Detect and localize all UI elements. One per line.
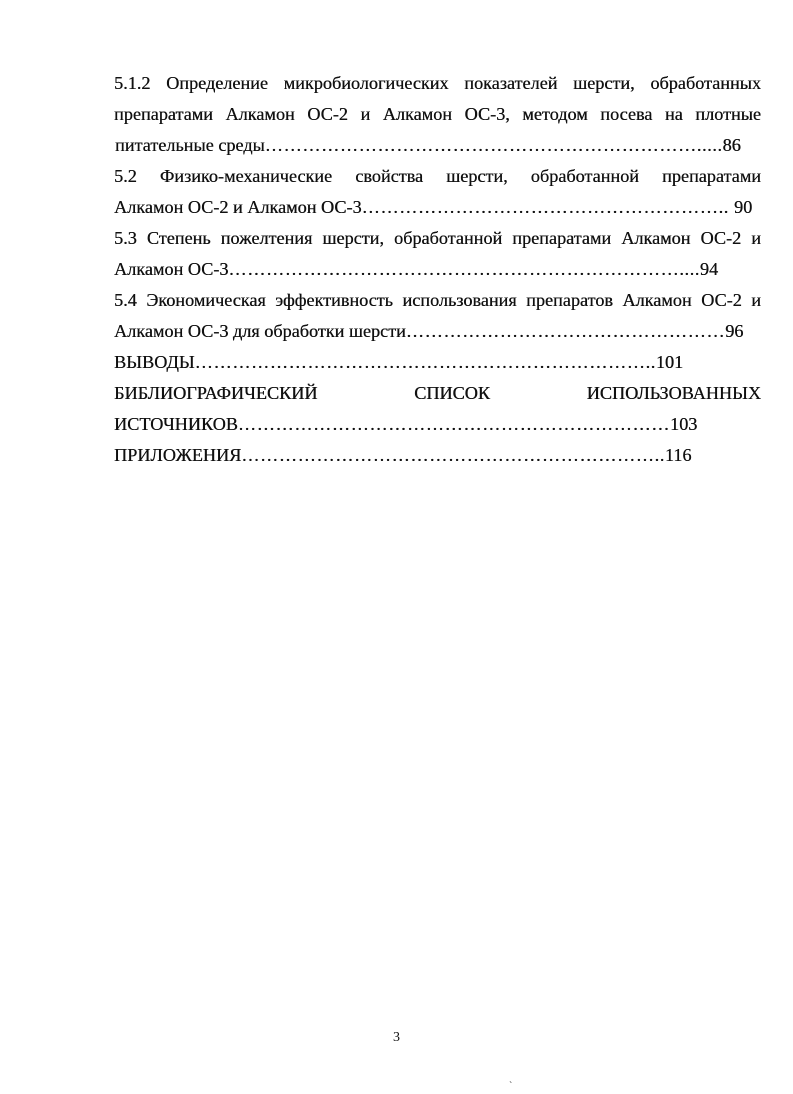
word: пожелтения (220, 228, 313, 248)
word: Определение (166, 73, 268, 93)
word: 5.4 (114, 290, 137, 310)
page-ref: 103 (669, 414, 698, 434)
page-ref: 96 (725, 321, 744, 341)
word: 5.3 (114, 228, 137, 248)
word: обработанной (393, 228, 503, 248)
page-ref: 90 (733, 197, 753, 217)
word: ОС-2 (700, 228, 742, 248)
entry-title-tail: Алкамон ОС-3 для обработки шерсти (114, 321, 406, 341)
toc-entry-5-4-line-2 (114, 316, 761, 347)
word: Степень (146, 228, 211, 248)
entry-title-tail: Алкамон ОС-2 и Алкамон ОС-3 (114, 197, 362, 217)
word: препаратов (526, 290, 613, 310)
word: Алкамон (621, 228, 691, 248)
word: БИБЛИОГРАФИЧЕСКИЙ (114, 383, 318, 403)
word: свойства (355, 166, 424, 186)
word: Алкамон (225, 104, 295, 124)
word: обработанных (650, 73, 761, 93)
word: ОС-2 (701, 290, 742, 310)
dot-leader: ………………………………………………….. (361, 197, 734, 217)
entry-title: ВЫВОДЫ (114, 352, 195, 372)
word: методом (522, 104, 588, 124)
toc-entry-5-1-2-line-3 (114, 130, 761, 161)
word: показателей (464, 73, 558, 93)
word: и (360, 104, 371, 124)
word: 5.1.2 (114, 73, 151, 93)
toc-entry-bibliography-line-2 (114, 409, 761, 440)
dot-leader: ……………………………………………………………….. (194, 352, 656, 372)
dot-leader: …………………………………………… (405, 321, 726, 341)
word: препаратами (662, 166, 761, 186)
page-ref: 86 (722, 135, 741, 155)
word: Алкамон (382, 104, 452, 124)
word: Физико-механические (159, 166, 333, 186)
toc-entry-5-1-2-line-2 (114, 99, 761, 130)
toc-entry-conclusions (114, 347, 761, 378)
word: на (664, 104, 683, 124)
word: микробиологических (283, 73, 449, 93)
word: посева (600, 104, 653, 124)
word: ОС-3, (464, 104, 510, 124)
word: препаратами (512, 228, 612, 248)
entry-title-tail: Алкамон ОС-3 (114, 259, 229, 279)
word: ИСПОЛЬЗОВАННЫХ (586, 383, 761, 403)
toc-entry-5-3-line-2 (114, 254, 761, 285)
word: и (751, 228, 761, 248)
page-ref: 101 (655, 352, 684, 372)
entry-title-tail: ИСТОЧНИКОВ (114, 414, 238, 434)
toc-entry-bibliography-line-1 (114, 378, 761, 409)
word: обработанной (530, 166, 639, 186)
scan-speck: ` (509, 1081, 513, 1092)
word: эффективность (275, 290, 393, 310)
toc-entry-5-3-line-1 (114, 223, 761, 254)
page-number: 3 (393, 1030, 400, 1045)
word: шерсти, (573, 73, 635, 93)
dot-leader: ……………………………………………………………….... (228, 259, 700, 279)
dot-leader: ………………………………………………………….. (241, 445, 665, 465)
toc-entry-appendices (114, 440, 761, 471)
entry-title-tail: питательные среды (115, 135, 265, 155)
word: 5.2 (114, 166, 137, 186)
page-ref: 94 (699, 259, 719, 279)
word: Алкамон (622, 290, 692, 310)
toc-entry-5-4-line-1 (114, 285, 761, 316)
word: плотные (695, 104, 761, 124)
word: ОС-2 (307, 104, 348, 124)
table-of-contents (114, 68, 761, 471)
word: шерсти, (322, 228, 384, 248)
toc-entry-5-1-2-line-1 (114, 68, 761, 99)
entry-title: ПРИЛОЖЕНИЯ (114, 445, 242, 465)
word: использования (402, 290, 517, 310)
toc-entry-5-2-line-1 (114, 161, 761, 192)
word: препаратами (114, 104, 213, 124)
word: СПИСОК (414, 383, 490, 403)
page-ref: 116 (664, 445, 692, 465)
word: и (751, 290, 761, 310)
dot-leader: …………………………………………………………… (237, 414, 670, 434)
word: Экономическая (146, 290, 266, 310)
toc-entry-5-2-line-2 (114, 192, 761, 223)
word: шерсти, (446, 166, 508, 186)
dot-leader: ……………………………………………………………..... (264, 135, 723, 155)
